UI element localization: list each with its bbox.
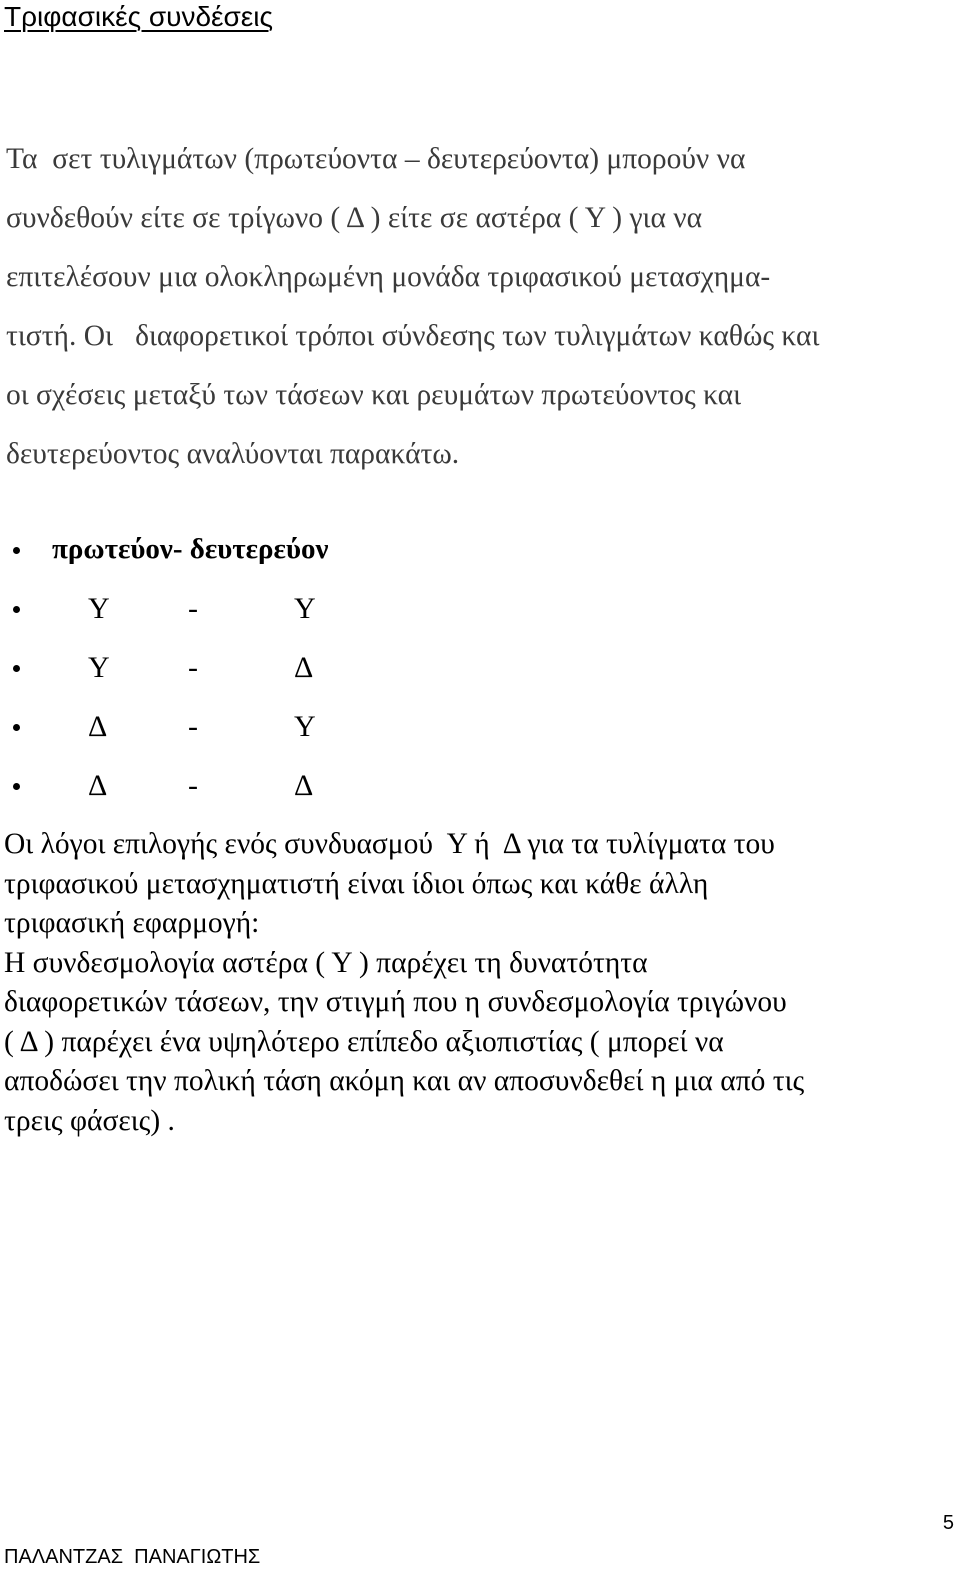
secondary-symbol: Υ [294, 592, 316, 625]
body-line: Οι λόγοι επιλογής ενός συνδυασμού Υ ή Δ για τα τυλίγματα του [4, 828, 775, 860]
connection-row [0, 756, 314, 815]
secondary-symbol: Υ [294, 710, 316, 743]
bullet-icon [13, 783, 20, 790]
primary-symbol: Δ [88, 769, 108, 802]
page-number: 5 [942, 1512, 954, 1534]
secondary-symbol: Δ [294, 769, 314, 802]
bullet-icon [13, 665, 20, 672]
connection-row [0, 579, 316, 638]
body-line: τριφασικού μετασχηματιστή είναι ίδιοι όπως και κάθε άλλη [4, 867, 709, 900]
connection-row [0, 697, 316, 756]
intro-line: Τα σετ τυλιγμάτων (πρωτεύοντα – δευτερεύοντα) μπορούν να [6, 143, 746, 175]
connection-row [0, 638, 314, 697]
separator: - [188, 710, 198, 743]
bullet-icon [13, 606, 20, 613]
connection-list-header [0, 520, 329, 579]
body-paragraph [4, 825, 954, 1141]
intro-paragraph [6, 130, 956, 484]
separator: - [188, 651, 198, 684]
document-title: Τριφασικές συνδέσεις [4, 1, 273, 32]
intro-line: συνδεθούν είτε σε τρίγωνο ( Δ ) είτε σε αστέρα ( Υ ) για να [6, 202, 703, 234]
body-line: Η συνδεσμολογία αστέρα ( Υ ) παρέχει τη δυνατότητα [4, 946, 648, 979]
bullet-icon [13, 724, 20, 731]
body-line: τριφασική εφαρμογή: [4, 907, 260, 939]
connection-header-label: πρωτεύον- δευτερεύον [52, 533, 329, 565]
primary-symbol: Υ [88, 651, 110, 684]
connection-list [0, 520, 329, 815]
body-line: ( Δ ) παρέχει ένα υψηλότερο επίπεδο αξιοπιστίας ( μπορεί να [4, 1025, 724, 1058]
primary-symbol: Δ [88, 710, 108, 743]
bullet-icon [13, 547, 20, 554]
intro-line: επιτελέσουν μια ολοκληρωμένη μονάδα τριφασικού μετασχημα- [6, 261, 771, 293]
body-line: διαφορετικών τάσεων, την στιγμή που η συνδεσμολογία τριγώνου [4, 986, 787, 1018]
secondary-symbol: Δ [294, 651, 314, 684]
body-line: τρεις φάσεις) . [4, 1104, 175, 1137]
footer-author: ΠΑΛΑΝΤΖΑΣ ΠΑΝΑΓΙΩΤΗΣ [4, 1546, 261, 1568]
intro-line: τιστή. Οι διαφορετικοί τρόποι σύνδεσης των τυλιγμάτων καθώς και [6, 320, 820, 352]
intro-line: οι σχέσεις μεταξύ των τάσεων και ρευμάτων πρωτεύοντος και [6, 379, 742, 411]
intro-line: δευτερεύοντος αναλύονται παρακάτω. [6, 438, 460, 470]
separator: - [188, 592, 198, 625]
body-line: αποδώσει την πολική τάση ακόμη και αν αποσυνδεθεί η μια από τις [4, 1065, 805, 1097]
separator: - [188, 769, 198, 802]
primary-symbol: Υ [88, 592, 110, 625]
